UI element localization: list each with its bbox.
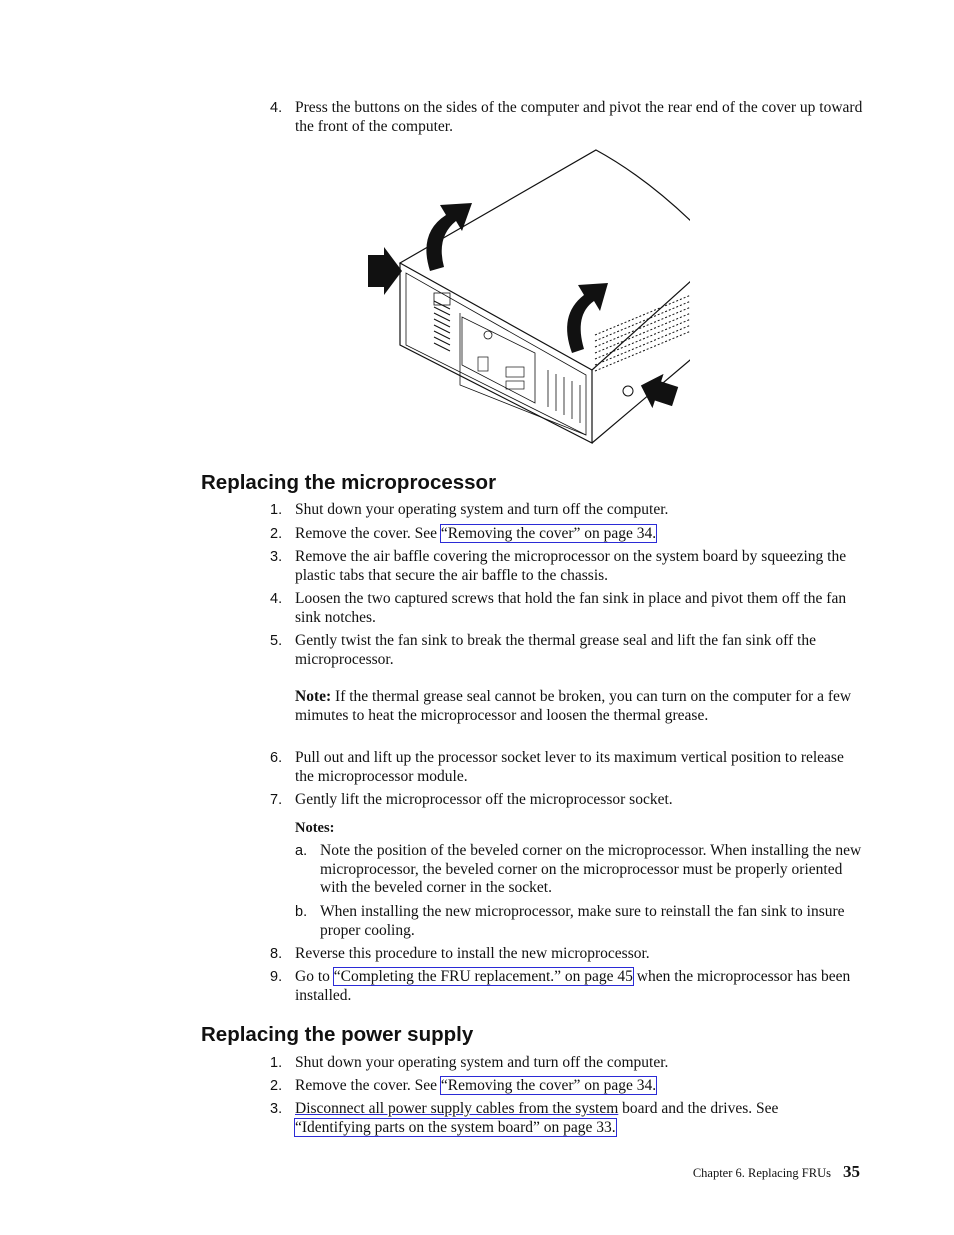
step-number: 8. <box>270 946 283 962</box>
thermal-grease-note <box>295 688 865 725</box>
step-text <box>295 968 865 1005</box>
step-number: 3. <box>270 549 283 565</box>
step-text-mid: board and the drives. See <box>618 1100 779 1117</box>
lift-arrow-right <box>567 283 608 353</box>
note-label: Note: <box>295 688 332 705</box>
page-number: 35 <box>843 1162 860 1181</box>
step-number: 3. <box>270 1101 283 1117</box>
step-number: 1. <box>270 1055 283 1071</box>
step-number: 2. <box>270 1078 283 1094</box>
note-letter: a. <box>295 843 308 859</box>
computer-cover-removal-illustration <box>360 145 690 445</box>
step-number: 6. <box>270 750 283 766</box>
step-number: 9. <box>270 969 283 985</box>
step-text <box>295 1077 865 1096</box>
left-push-arrow <box>368 247 402 295</box>
section-heading-power-supply: Replacing the power supply <box>201 1023 474 1046</box>
step-text: Remove the air baffle covering the microprocessor on the system board by squeezing the plastic tabs that secure the air baffle to the chassis. <box>295 548 847 584</box>
step-text: Press the buttons on the sides of the computer and pivot the rear end of the cover up toward the front of the computer. <box>295 99 863 135</box>
step-text-pre: Go to <box>295 968 334 985</box>
step-number: 7. <box>270 792 283 808</box>
step-text: Shut down your operating system and turn off the computer. <box>295 1054 669 1071</box>
step-text: Pull out and lift up the processor socket lever to its maximum vertical position to release the microprocessor module. <box>295 749 844 785</box>
section-heading-microprocessor: Replacing the microprocessor <box>201 471 497 494</box>
step-text <box>295 1100 865 1137</box>
note-letter: b. <box>295 904 308 920</box>
step-number: 1. <box>270 502 283 518</box>
page-footer <box>600 1162 860 1182</box>
step-text-post: when the microprocessor has been installed. <box>295 968 851 1004</box>
chapter-title: Chapter 6. Replacing FRUs <box>692 1166 831 1180</box>
step-text-pre: Remove the cover. See <box>295 525 441 542</box>
identifying-parts-link[interactable]: “Identifying parts on the system board” on page 33. <box>295 1118 616 1136</box>
step-text: Reverse this procedure to install the new microprocessor. <box>295 945 650 962</box>
note-text: Note the position of the beveled corner on the microprocessor. When installing the new microprocessor, the beveled corner on the microprocessor must be properly oriented with the beveled corner in the socket. <box>320 842 862 897</box>
step-text: Gently lift the microprocessor off the microprocessor socket. <box>295 791 673 808</box>
notes-label: Notes: <box>295 820 335 836</box>
step-text: Gently twist the fan sink to break the thermal grease seal and lift the fan sink off the microprocessor. <box>295 632 816 668</box>
removing-cover-link[interactable]: “Removing the cover” on page 34. <box>440 525 657 542</box>
step-text <box>295 525 865 544</box>
note-text: When installing the new microprocessor, make sure to reinstall the fan sink to insure proper cooling. <box>320 903 845 939</box>
step-text: Shut down your operating system and turn off the computer. <box>295 501 669 518</box>
step-number: 2. <box>270 526 283 542</box>
removing-cover-link[interactable]: “Removing the cover” on page 34. <box>440 1077 657 1094</box>
step-number: 4. <box>270 591 283 607</box>
disconnect-cables-link[interactable]: Disconnect all power supply cables from the system <box>295 1100 619 1117</box>
step-text: Loosen the two captured screws that hold the fan sink in place and pivot them off the fan sink notches. <box>295 590 847 626</box>
front-vent <box>434 293 450 351</box>
note-text: If the thermal grease seal cannot be broken, you can turn on the computer for a few mimutes to heat the microprocessor and loosen the thermal grease. <box>295 688 852 724</box>
lift-arrow-left <box>426 203 472 271</box>
right-push-arrow <box>635 368 680 413</box>
completing-fru-link[interactable]: “Completing the FRU replacement.” on page 45 <box>333 968 633 985</box>
side-vent <box>595 285 690 371</box>
step-text-pre: Remove the cover. See <box>295 1077 441 1094</box>
step-number: 4. <box>270 100 283 116</box>
step-number: 5. <box>270 633 283 649</box>
